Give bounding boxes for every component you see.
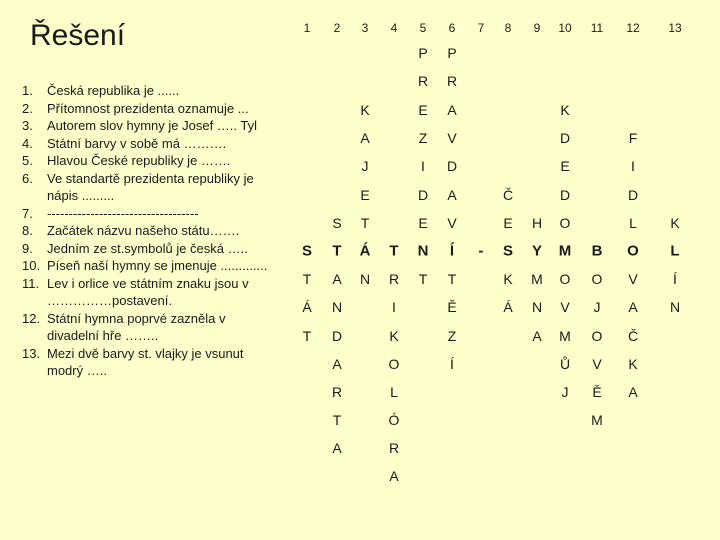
grid-letter: O: [591, 271, 603, 287]
clue-text: Píseň naší hymny se jmenuje .............: [47, 258, 268, 273]
grid-letter: L: [390, 384, 398, 400]
grid-letter: T: [418, 271, 428, 287]
page-title: Řešení: [30, 19, 126, 52]
clue-item: [22, 257, 274, 275]
grid-letter: T: [302, 271, 312, 287]
grid-letter: A: [332, 356, 342, 372]
clue-number: 8.: [22, 223, 33, 238]
grid-letter: Z: [447, 328, 457, 344]
clue-text: Jedním ze st.symbolů je česká …..: [47, 240, 248, 256]
solution-letter: N: [417, 242, 429, 260]
grid-letter: K: [628, 356, 638, 372]
clue-number: 4.: [22, 135, 33, 151]
clue-text: -----------------------------------: [47, 205, 199, 221]
grid-letter: S: [332, 215, 342, 231]
grid-letter: A: [628, 384, 638, 400]
grid-letter: V: [560, 299, 570, 315]
grid-letter: Ó: [388, 412, 400, 428]
solution-letter: B: [591, 242, 603, 260]
grid-letter: A: [389, 468, 399, 484]
grid-letter: N: [669, 299, 681, 315]
column-number: 1: [303, 21, 311, 35]
grid-letter: E: [418, 215, 428, 231]
grid-letter: E: [560, 158, 570, 174]
clue-item: [22, 310, 274, 345]
grid-letter: Č: [502, 187, 514, 203]
clue-text: Česká republika je ......: [47, 83, 180, 98]
grid-letter: R: [331, 384, 343, 400]
grid-letter: Z: [418, 130, 428, 146]
clue-number: 1.: [22, 83, 33, 98]
grid-letter: N: [359, 271, 371, 287]
clue-list: [22, 82, 274, 380]
clue-text: Ve standartě prezidenta republiky je nápis .........: [47, 170, 254, 203]
clue-item: [22, 152, 274, 170]
clue-item: [22, 170, 274, 205]
grid-letter: I: [421, 158, 425, 174]
grid-letter: D: [331, 328, 343, 344]
grid-letter: A: [447, 187, 457, 203]
grid-letter: R: [388, 440, 400, 456]
grid-letter: M: [559, 328, 571, 344]
grid-letter: E: [418, 102, 428, 118]
clue-number: 6.: [22, 170, 33, 186]
solution-letter: L: [670, 242, 680, 260]
grid-letter: V: [447, 130, 457, 146]
solution-letter: Y: [531, 242, 543, 260]
grid-letter: F: [628, 130, 638, 146]
grid-letter: M: [591, 412, 603, 428]
grid-letter: L: [629, 215, 637, 231]
column-number: 12: [626, 21, 640, 35]
clue-text: Hlavou České republiky je …….: [47, 153, 231, 168]
grid-letter: A: [447, 102, 457, 118]
grid-letter: V: [447, 215, 457, 231]
clue-number: 13.: [22, 345, 41, 361]
column-number: 11: [590, 21, 604, 35]
column-number: 7: [477, 21, 485, 35]
grid-letter: K: [389, 328, 399, 344]
clue-number: 5.: [22, 153, 33, 168]
grid-letter: K: [670, 215, 680, 231]
clue-item: [22, 275, 274, 310]
grid-letter: Í: [673, 271, 677, 287]
grid-letter: E: [360, 187, 370, 203]
grid-letter: P: [418, 45, 428, 61]
grid-letter: K: [560, 102, 570, 118]
grid-letter: Á: [302, 299, 312, 315]
clue-number: 9.: [22, 240, 33, 256]
grid-letter: I: [631, 158, 635, 174]
clue-item: [22, 240, 274, 258]
grid-letter: E: [503, 215, 513, 231]
solution-letter: T: [389, 242, 399, 260]
grid-letter: O: [591, 328, 603, 344]
grid-letter: K: [503, 271, 513, 287]
grid-letter: K: [360, 102, 370, 118]
grid-letter: N: [331, 299, 343, 315]
grid-letter: R: [446, 73, 458, 89]
grid-letter: Ě: [592, 384, 602, 400]
grid-letter: Á: [503, 299, 513, 315]
column-number: 4: [390, 21, 398, 35]
grid-letter: A: [628, 299, 638, 315]
solution-letter: M: [558, 242, 572, 260]
clue-item: [22, 222, 274, 240]
clue-item: [22, 100, 274, 118]
grid-letter: J: [593, 299, 601, 315]
clue-text: Přítomnost prezidenta oznamuje ...: [47, 100, 249, 116]
grid-letter: J: [361, 158, 369, 174]
grid-letter: D: [559, 130, 571, 146]
column-number: 10: [558, 21, 572, 35]
grid-letter: H: [531, 215, 543, 231]
clue-text: Mezi dvě barvy st. vlajky je vsunut modrý …..: [47, 345, 244, 378]
clue-number: 10.: [22, 258, 41, 273]
column-number: 5: [419, 21, 427, 35]
clue-text: Začátek názvu našeho státu…….: [47, 223, 240, 238]
column-number: 3: [361, 21, 369, 35]
clue-number: 11.: [22, 275, 40, 291]
grid-letter: Í: [450, 356, 454, 372]
column-number: 2: [333, 21, 341, 35]
solution-letter: S: [502, 242, 514, 260]
clue-item: [22, 117, 274, 135]
grid-letter: J: [561, 384, 569, 400]
grid-letter: A: [332, 440, 342, 456]
grid-letter: Č: [627, 328, 639, 344]
clue-item: [22, 82, 274, 100]
grid-letter: T: [302, 328, 312, 344]
clue-text: Státní barvy v sobě má ……….: [47, 135, 227, 151]
grid-letter: T: [360, 215, 370, 231]
grid-letter: O: [559, 215, 571, 231]
solution-letter: S: [301, 242, 313, 260]
grid-letter: T: [447, 271, 457, 287]
column-number: 6: [448, 21, 456, 35]
grid-letter: Ů: [559, 356, 571, 372]
clue-number: 7.: [22, 205, 33, 221]
clue-number: 12.: [22, 310, 41, 326]
column-number: 8: [504, 21, 512, 35]
grid-letter: P: [447, 45, 457, 61]
solution-letter: O: [627, 242, 639, 260]
grid-letter: T: [332, 412, 342, 428]
clue-text: Autorem slov hymny je Josef ….. Tyl: [47, 118, 257, 133]
grid-letter: D: [627, 187, 639, 203]
clue-number: 2.: [22, 100, 33, 116]
solution-letter: Á: [359, 242, 371, 260]
clue-text: Státní hymna poprvé zazněla v divadelní hře ……..: [47, 310, 226, 343]
clue-item: [22, 205, 274, 223]
column-number: 9: [533, 21, 541, 35]
grid-letter: I: [392, 299, 396, 315]
solution-letter: Í: [449, 242, 455, 260]
grid-letter: R: [388, 271, 400, 287]
solution-letter: T: [332, 242, 342, 260]
clue-item: [22, 135, 274, 153]
grid-letter: D: [446, 158, 458, 174]
clue-number: 3.: [22, 118, 33, 133]
clue-text: Lev i orlice ve státním znaku jsou v ……………postavení.: [47, 275, 249, 308]
grid-letter: O: [559, 271, 571, 287]
grid-letter: D: [559, 187, 571, 203]
clue-item: [22, 345, 274, 380]
grid-letter: A: [532, 328, 542, 344]
grid-letter: D: [417, 187, 429, 203]
grid-letter: V: [628, 271, 638, 287]
column-number: 13: [668, 21, 682, 35]
grid-letter: A: [332, 271, 342, 287]
grid-letter: M: [531, 271, 543, 287]
solution-letter: -: [478, 242, 484, 260]
grid-letter: O: [388, 356, 400, 372]
grid-letter: A: [360, 130, 370, 146]
grid-letter: R: [417, 73, 429, 89]
grid-letter: V: [592, 356, 602, 372]
grid-letter: Ě: [447, 299, 457, 315]
grid-letter: N: [531, 299, 543, 315]
